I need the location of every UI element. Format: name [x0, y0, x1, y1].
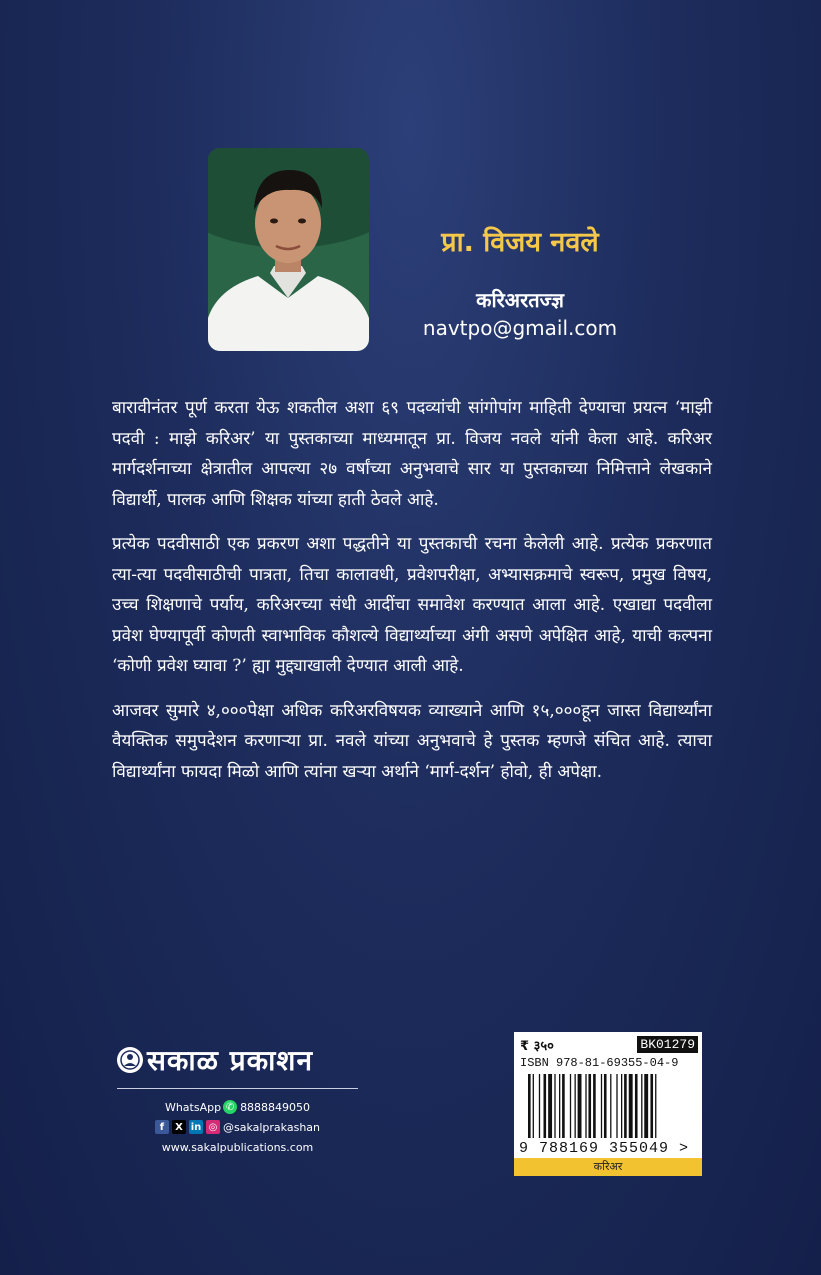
blurb-paragraph: आजवर सुमारे ४,०००पेक्षा अधिक करिअरविषयक व्याख्याने आणि १५,०००हून जास्त विद्यार्थ्यांना वैयक्तिक समुपदेशन करणाऱ्या प्रा. नवले यांच्या अनुभवाचे हे पुस्तक म्हणजे संचित आहे. त्याचा विद्यार्थ्यांना फायदा मिळो आणि त्यांना खऱ्या अर्थाने ‘मार्ग-दर्शन’ होवो, ही अपेक्षा. — [112, 700, 712, 782]
website-line — [117, 1137, 358, 1157]
instagram-icon[interactable]: ◎ — [206, 1120, 220, 1134]
blurb-paragraph: प्रत्येक पदवीसाठी एक प्रकरण अशा पद्धतीने या पुस्तकाची रचना केलेली आहे. प्रत्येक प्रकरणात त्या-त्या पदवीसाठीची पात्रता, तिचा कालावधी, प्रवेशपरीक्षा, अभ्यासक्रमाचे स्वरूप, प्रमुख विषय, उच्च शिक्षणाचे पर्याय, करिअरच्या संधी आदींचा समावेश करण्यात आला आहे. एखाद्या पदवीला प्रवेश घेण्यापूर्वी कोणती स्वाभाविक कौशल्ये विद्यार्थ्याच्या अंगी असणे अपेक्षित आहे, याची कल्पना ‘कोणी प्रवेश घ्यावा ?’ ह्या मुद्द्याखाली देण्यात आली आहे. — [112, 534, 712, 676]
linkedin-icon[interactable]: in — [190, 1121, 202, 1133]
book-code: BK01279 — [637, 1036, 698, 1053]
whatsapp-line — [117, 1097, 358, 1117]
publisher-block — [117, 1040, 358, 1157]
author-name: प्रा. विजय नवले — [441, 227, 599, 258]
author-photo — [208, 148, 369, 351]
category-label: करिअर — [514, 1158, 702, 1176]
whatsapp-number[interactable]: 8888849050 — [240, 1100, 311, 1114]
author-role: करिअरतज्ज्ञ — [476, 288, 564, 312]
isbn: ISBN 978-81-69355-04-9 — [520, 1056, 679, 1070]
barcode-digits: 9 788169 355049 > — [519, 1140, 690, 1157]
publisher-logo — [117, 1040, 358, 1080]
barcode-icon — [528, 1074, 690, 1138]
whatsapp-icon: ✆ — [223, 1100, 237, 1114]
whatsapp-label: WhatsApp — [164, 1100, 222, 1114]
x-icon[interactable]: X — [172, 1120, 186, 1134]
author-email: navtpo@gmail.com — [422, 316, 618, 340]
publisher-emblem-icon — [117, 1047, 143, 1073]
social-handle[interactable]: @sakalprakashan — [222, 1120, 321, 1134]
website-link[interactable]: www.sakalpublications.com — [161, 1140, 314, 1154]
divider — [117, 1088, 358, 1089]
price: ₹ ३५० — [520, 1039, 554, 1054]
blurb-paragraph: बारावीनंतर पूर्ण करता येऊ शकतील अशा ६९ पदव्यांची सांगोपांग माहिती देण्याचा प्रयत्न ‘माझी पदवी : माझे करिअर’ या पुस्तकाच्या माध्यमातून प्रा. विजय नवले यांनी केला आहे. करिअर मार्गदर्शनाच्या क्षेत्रातील आपल्या २७ वर्षांच्या अनुभवाचे सार या पुस्तकाच्या निमित्ताने लेखकाने विद्यार्थी, पालक आणि शिक्षक यांच्या हाती ठेवले आहे. — [112, 398, 712, 510]
barcode-box — [514, 1032, 702, 1176]
facebook-icon[interactable]: f — [155, 1120, 169, 1134]
publisher-name: सकाळ प्रकाशन — [147, 1044, 313, 1077]
social-line — [117, 1117, 358, 1137]
blurb — [112, 393, 712, 801]
